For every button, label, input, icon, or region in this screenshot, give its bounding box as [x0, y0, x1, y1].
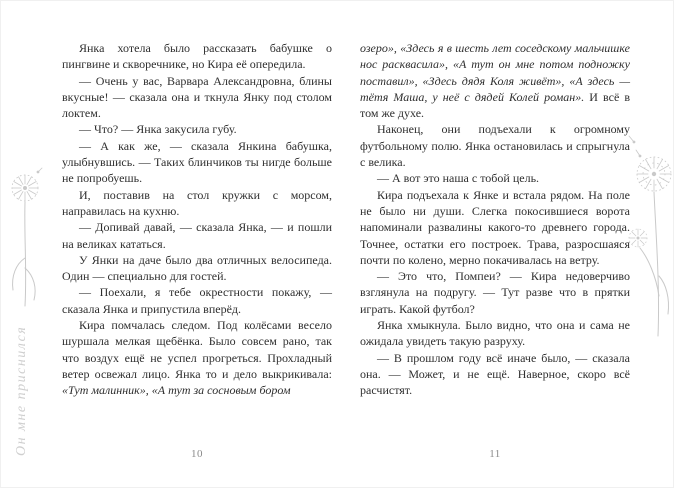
paragraph: Наконец, они подъехали к огромному футбольному полю. Янка остановилась и спрыгнула с велика.	[360, 122, 630, 170]
paragraph: — А как же, — сказала Янкина бабушка, улыбнувшись. — Таких блинчиков ты нигде больше не попробуешь.	[62, 138, 332, 186]
paragraph: — А вот это наша с тобой цель.	[377, 171, 540, 186]
page-number-left: 10	[191, 448, 203, 460]
paragraph-text: И всё в том же духе.	[360, 89, 630, 121]
paragraph: — В прошлом году всё иначе было, — сказала она. — Может, и не ещё. Наверное, скоро всё расчистят.	[360, 350, 630, 398]
spine-vertical-title: Он мне приснился	[14, 325, 29, 456]
paragraph: — Это что, Помпеи? — Кира недоверчиво взглянула на подругу. — Тут разве что в прятки играть. Какой футбол?	[360, 269, 630, 316]
paragraph: У Янки на даче было два отличных велосипеда. Один — специально для гостей.	[62, 252, 332, 284]
quoted-phrases-italic: озеро», «Здесь я в шесть лет соседскому мальчишке нос расквасила», «А тут он мне потом подножку поставил», «Здесь дядя Коля живёт», «А здесь — тётя Маша, у неё с дядей Колей роман».	[360, 41, 630, 104]
paragraph: Янка хотела было рассказать бабушке о пингвине и скворечнике, но Кира её опередила.	[62, 41, 332, 72]
page-left	[62, 40, 332, 399]
page-right	[360, 40, 630, 399]
dandelion-icon	[4, 166, 46, 308]
paragraph: Янка хмыкнула. Было видно, что она и сама не ожидала увидеть такую разруху.	[360, 318, 630, 349]
paragraph: — Допивай давай, — сказала Янка, — и пошли на великах кататься.	[62, 220, 332, 251]
dandelion-illustration-left	[4, 166, 46, 313]
paragraph: И, поставив на стол кружки с морсом, направилась на кухню.	[62, 187, 332, 218]
page-left-text	[62, 40, 332, 399]
quoted-phrases-italic: «Тут малинник», «А тут за сосновым бором	[62, 383, 291, 398]
paragraph: Кира подъехала к Янке и встала рядом. На поле не было ни души. Слегка покосившиеся ворота напоминали развалины какого-то древнего города. Точнее, остатки его построек. Трава, разросшаяся почти по колено, мерно покачивалась на ветру.	[360, 187, 630, 267]
page-right-text	[360, 40, 630, 399]
dandelion-icon	[626, 126, 674, 338]
paragraph: — Поехали, я тебе окрестности покажу, — сказала Янка и припустила вперёд.	[62, 285, 332, 316]
paragraph-text: Кира помчалась следом. Под колёсами весело шуршала мелкая щебёнка. Было совсем рано, так что воздух ещё не успел прогреться. Прохладный ветер освежал лицо. Янка то и дело выкрикивала:	[62, 318, 332, 381]
dandelion-illustration-right	[626, 126, 674, 343]
paragraph	[62, 317, 332, 398]
page-number-right: 11	[489, 448, 501, 460]
paragraph: — Что? — Янка закусила губу.	[79, 122, 237, 137]
paragraph	[360, 40, 630, 121]
paragraph: — Очень у вас, Варвара Александровна, блины вкусные! — сказала она и ткнула Янку под столом локтем.	[62, 73, 332, 121]
